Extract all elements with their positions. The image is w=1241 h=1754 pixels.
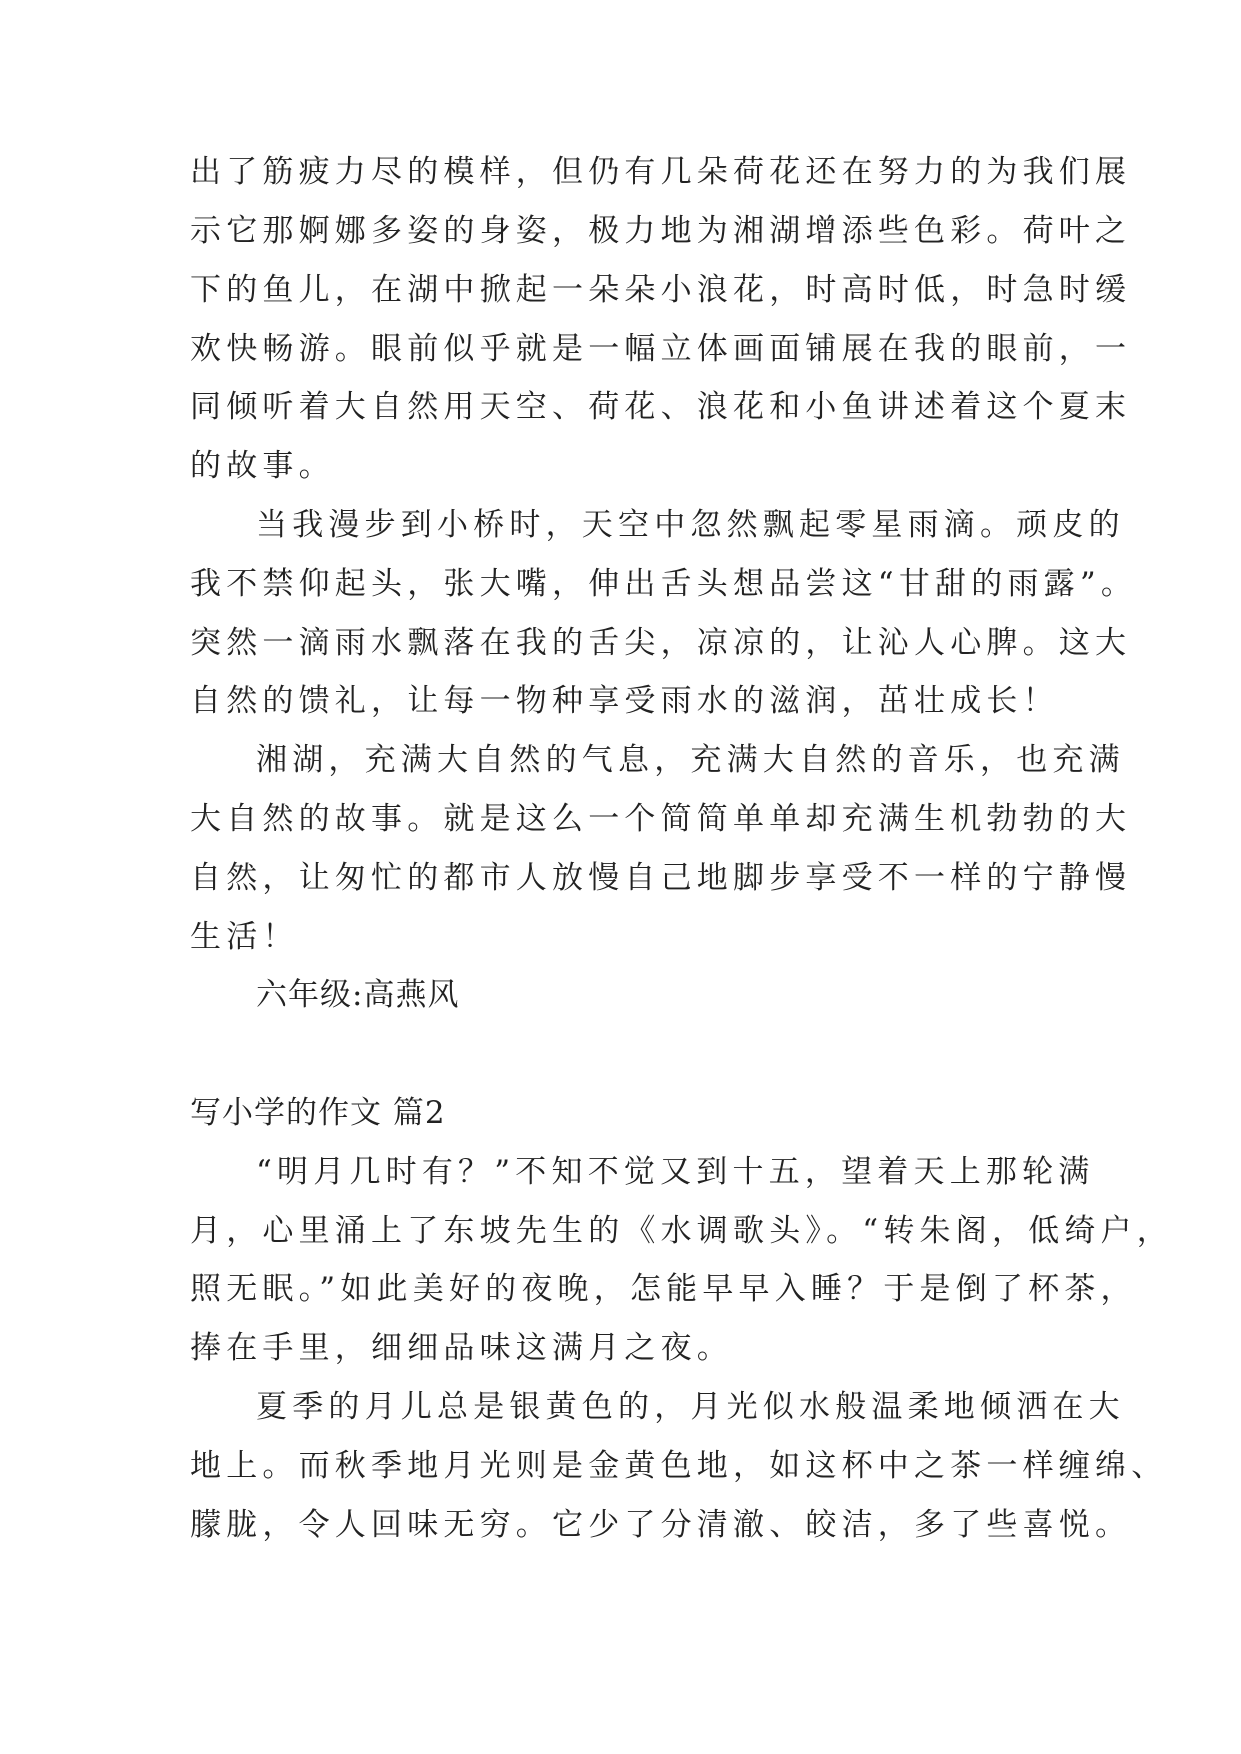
- text-line: 月，心里涌上了东坡先生的《水调歌头》。“转朱阁，低绮户，: [190, 1213, 1173, 1249]
- paragraph-start-line: “明月几时有？”不知不觉又到十五，望着天上那轮满: [256, 1154, 1095, 1190]
- text-line: 下的鱼儿，在湖中掀起一朵朵小浪花，时高时低，时急时缓: [190, 272, 1132, 308]
- text-line: 地上。而秋季地月光则是金黄色地，如这杯中之茶一样缠绵、: [190, 1448, 1168, 1484]
- text-line: 生活！: [190, 919, 299, 955]
- text-line: 突然一滴雨水飘落在我的舌尖，凉凉的，让沁人心脾。这大: [190, 625, 1132, 661]
- text-line: 照无眠。”如此美好的夜晚，怎能早早入睡？于是倒了杯茶，: [190, 1271, 1137, 1307]
- text-line: 自然，让匆忙的都市人放慢自己地脚步享受不一样的宁静慢: [190, 860, 1132, 896]
- paragraph-start-line: 湘湖，充满大自然的气息，充满大自然的音乐，也充满: [256, 742, 1125, 778]
- paragraph-start-line: 夏季的月儿总是银黄色的，月光似水般温柔地倾洒在大: [256, 1389, 1125, 1425]
- text-line: 欢快畅游。眼前似乎就是一幅立体画面铺展在我的眼前，一: [190, 331, 1132, 367]
- text-line: 的故事。: [190, 448, 335, 484]
- text-line: 同倾听着大自然用天空、荷花、浪花和小鱼讲述着这个夏末: [190, 389, 1132, 425]
- author-line: 六年级:高燕风: [256, 977, 460, 1013]
- text-line: 我不禁仰起头，张大嘴，伸出舌头想品尝这“甘甜的雨露”。: [190, 566, 1138, 602]
- text-line: 示它那婀娜多姿的身姿，极力地为湘湖增添些色彩。荷叶之: [190, 213, 1132, 249]
- section-heading: 写小学的作文 篇2: [190, 1095, 446, 1131]
- text-line: 出了筋疲力尽的模样，但仍有几朵荷花还在努力的为我们展: [190, 154, 1132, 190]
- text-line: 朦胧，令人回味无穷。它少了分清澈、皎洁，多了些喜悦。: [190, 1507, 1132, 1543]
- text-line: 大自然的故事。就是这么一个简简单单却充满生机勃勃的大: [190, 801, 1132, 837]
- text-line: 捧在手里，细细品味这满月之夜。: [190, 1330, 733, 1366]
- text-line: 自然的馈礼，让每一物种享受雨水的滋润，茁壮成长！: [190, 683, 1059, 719]
- paragraph-start-line: 当我漫步到小桥时，天空中忽然飘起零星雨滴。顽皮的: [256, 507, 1125, 543]
